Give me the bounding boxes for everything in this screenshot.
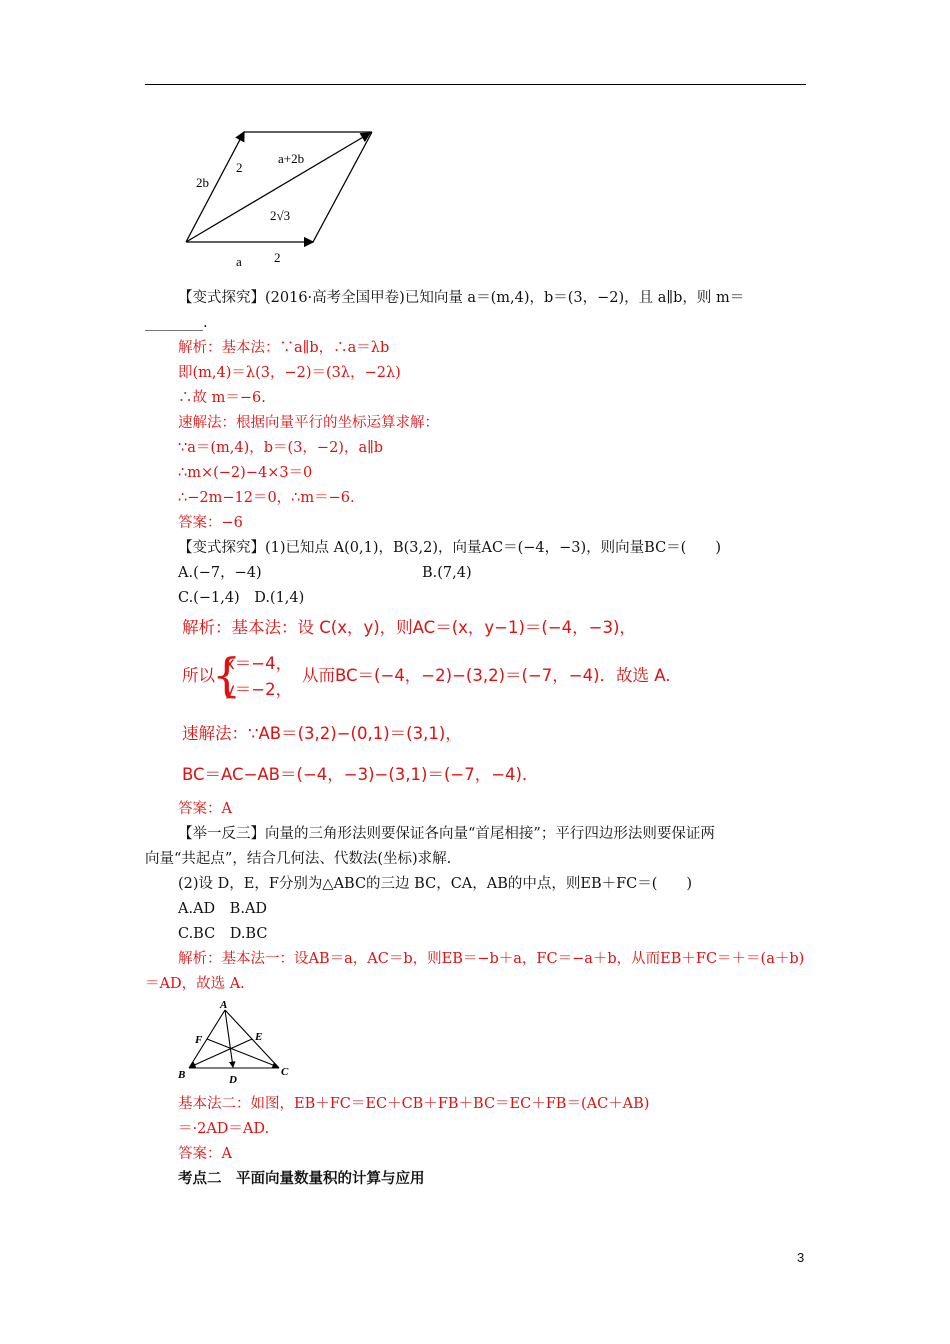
block1-line3: 解析：基本法：∵a∥b，∴a＝λb xyxy=(178,340,390,356)
block3-solution4: ＝·2AD＝AD. xyxy=(178,1121,270,1137)
block1-line2: ________. xyxy=(145,315,208,331)
block2-solution4: BC＝AC−AB＝(−4，−3)−(3,1)＝(−7，−4)． xyxy=(182,765,539,784)
block3-line2: 向量“共起点”，结合几何法、代数法(坐标)求解. xyxy=(145,851,452,867)
label-a: a xyxy=(236,254,242,269)
block1-line7: ∵a＝(m,4)，b＝(3，−2)，a∥b xyxy=(178,440,384,456)
block3-solution3: 基本法二：如图，EB＋FC＝EC＋CB＋FB＋BC＝EC＋FB＝(AC＋AB) xyxy=(178,1096,650,1112)
label-2b: 2b xyxy=(196,175,209,190)
page-number: 3 xyxy=(797,1250,805,1265)
block2-solution2-rest: 从而BC＝(−4，−2)−(3,2)＝(−7，−4)．故选 A. xyxy=(302,666,671,685)
block1-line9: ∴−2m−12＝0，∴m＝−6. xyxy=(178,490,355,506)
vertex-e: E xyxy=(255,1031,263,1043)
vertex-a: A xyxy=(220,999,228,1011)
block2-option-a: A.(−7，−4) xyxy=(178,565,262,581)
section-heading: 考点二 平面向量数量积的计算与应用 xyxy=(178,1170,425,1187)
block1-line6: 速解法：根据向量平行的坐标运算求解： xyxy=(178,415,439,431)
label-a-plus-2b: a+2b xyxy=(278,151,305,166)
vertex-c: C xyxy=(281,1066,289,1078)
block3-option-cd: C.BC D.BC xyxy=(178,926,268,942)
block2-solution2-top: x＝−4， xyxy=(225,654,293,673)
block3-question: (2)设 D，E，F分别为△ABC的三边 BC，CA，AB的中点，则EB＋FC＝( ) xyxy=(178,876,693,892)
header-rule xyxy=(145,84,806,85)
block2-option-cd: C.(−1,4) D.(1,4) xyxy=(178,590,305,606)
vertex-b: B xyxy=(178,1069,186,1081)
triangle-figure xyxy=(175,998,295,1090)
block2-answer: 答案：A xyxy=(178,801,232,817)
block1-line5: ∴故 m＝−6. xyxy=(178,390,266,406)
brace-icon: { xyxy=(212,648,242,702)
block3-option-ab: A.AD B.AD xyxy=(178,901,268,917)
block2-solution2-prefix: 所以 xyxy=(182,666,215,685)
label-2-left: 2 xyxy=(236,160,243,175)
parallelogram-figure xyxy=(170,120,390,280)
label-2sqrt3: 2√3 xyxy=(270,208,291,223)
label-2-bottom: 2 xyxy=(274,250,281,265)
block3-answer: 答案：A xyxy=(178,1146,232,1162)
block3-solution2: ＝AD，故选 A. xyxy=(145,976,245,992)
block2-option-b: B.(7,4) xyxy=(422,565,472,581)
block3-line1: 【举一反三】向量的三角形法则要保证各向量“首尾相接”；平行四边形法则要保证两 xyxy=(178,826,715,842)
block1-line8: ∴m×(−2)−4×3＝0 xyxy=(178,465,313,481)
block1-answer: 答案：−6 xyxy=(178,515,243,531)
block1-line1: 【变式探究】(2016·高考全国甲卷)已知向量 a＝(m,4)，b＝(3，−2)，且 a∥b，则 m＝ xyxy=(178,290,745,306)
block2-solution2-bottom: y＝−2， xyxy=(225,680,293,699)
block1-line4: 即(m,4)＝λ(3，−2)＝(3λ，−2λ) xyxy=(178,365,401,381)
block2-question: 【变式探究】(1)已知点 A(0,1)，B(3,2)，向量AC＝(−4，−3)，则向量BC＝( ) xyxy=(178,540,721,556)
vertex-f: F xyxy=(195,1034,203,1046)
vertex-d: D xyxy=(229,1074,237,1086)
block3-solution1: 解析：基本法一：设AB＝a，AC＝b，则EB＝−b＋a，FC＝−a＋b，从而EB＋FC＝＋＝(a＋b) xyxy=(178,951,805,967)
block2-solution3: 速解法：∵AB＝(3,2)−(0,1)＝(3,1)， xyxy=(182,724,462,743)
block2-solution1: 解析：基本法：设 C(x，y)，则AC＝(x，y−1)＝(−4，−3)， xyxy=(182,618,636,637)
